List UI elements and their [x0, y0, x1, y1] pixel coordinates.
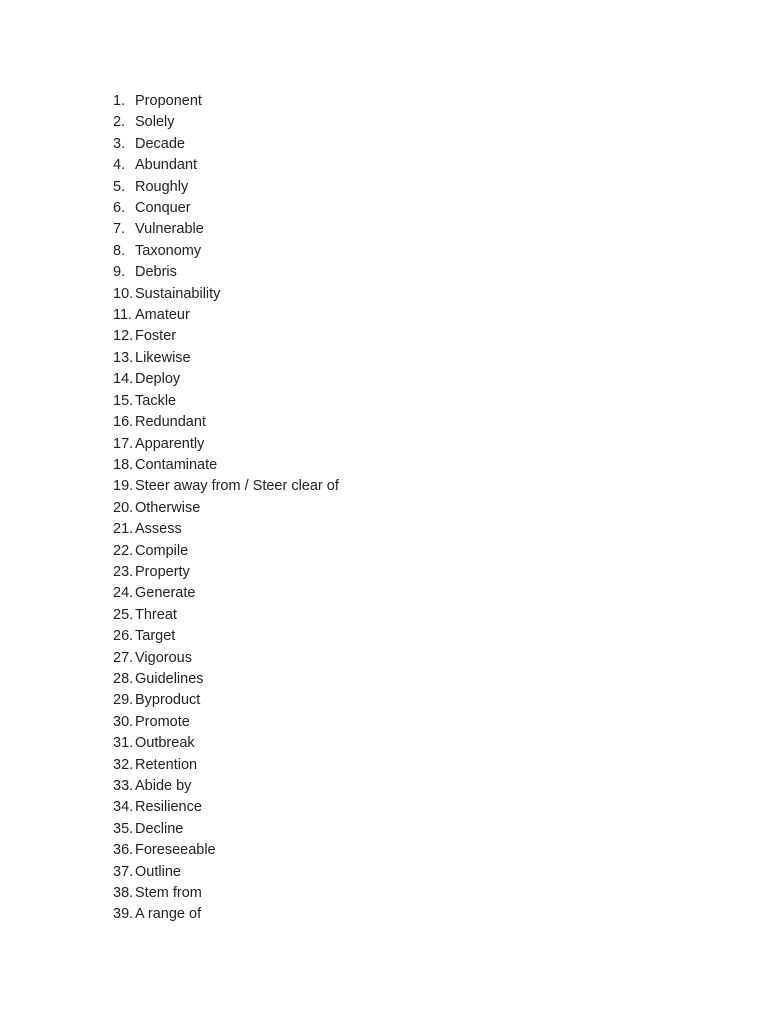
- list-item-text: Abide by: [135, 778, 192, 794]
- list-item-text: Sustainability: [135, 285, 221, 302]
- list-item: [113, 669, 339, 690]
- list-item-number: 20.: [113, 499, 134, 516]
- list-item: [113, 455, 339, 476]
- list-item: [113, 712, 339, 733]
- list-item: [113, 733, 339, 754]
- list-item-number: 22.: [113, 542, 134, 559]
- list-item-number: 18.: [113, 456, 134, 473]
- list-item-number: 7.: [113, 221, 126, 238]
- list-item: [113, 91, 339, 112]
- list-item: [113, 284, 339, 305]
- list-item-number: 12.: [113, 328, 134, 345]
- list-item-text: Contaminate: [135, 456, 218, 473]
- list-item-text: Taxonomy: [135, 242, 202, 259]
- list-item-number: 29.: [113, 692, 134, 709]
- list-item-number: 1.: [113, 93, 126, 109]
- list-item: [113, 241, 339, 262]
- list-item-number: 35.: [113, 820, 134, 837]
- list-item: [113, 819, 339, 840]
- list-item: [113, 434, 339, 455]
- list-item-text: Debris: [135, 264, 177, 281]
- list-item-text: Deploy: [135, 371, 181, 388]
- list-item-text: Decline: [135, 820, 184, 837]
- list-item-text: Steer away from / Steer clear of: [135, 478, 339, 495]
- list-item-text: Proponent: [135, 93, 202, 109]
- list-item-text: Abundant: [135, 157, 198, 174]
- list-item: [113, 904, 339, 925]
- list-item: [113, 755, 339, 776]
- list-item: [113, 198, 339, 219]
- list-item: [113, 498, 339, 519]
- list-item-number: 30.: [113, 713, 134, 730]
- list-item-text: Amateur: [135, 307, 190, 324]
- list-item: [113, 862, 339, 883]
- list-item-number: 36.: [113, 842, 134, 859]
- list-item-number: 9.: [113, 264, 126, 281]
- list-item-text: Likewise: [135, 349, 191, 366]
- list-item-number: 8.: [113, 242, 126, 259]
- list-item: [113, 476, 339, 497]
- list-item: [113, 326, 339, 347]
- list-item-number: 25.: [113, 606, 134, 623]
- vocabulary-list: [113, 91, 339, 926]
- list-item: [113, 562, 339, 583]
- list-item-text: Byproduct: [135, 692, 201, 709]
- list-item-text: Property: [135, 563, 190, 580]
- list-item-number: 19.: [113, 478, 134, 495]
- list-item-number: 33.: [113, 778, 134, 794]
- list-item-text: Apparently: [135, 435, 205, 452]
- list-item-number: 6.: [113, 200, 126, 217]
- list-item-number: 26.: [113, 628, 134, 645]
- list-item-number: 32.: [113, 756, 134, 773]
- list-item-text: Solely: [135, 114, 175, 131]
- list-item: [113, 155, 339, 176]
- list-item-number: 28.: [113, 670, 134, 687]
- list-item-text: Outline: [135, 863, 181, 880]
- list-item: [113, 519, 339, 540]
- list-item-text: Decade: [135, 135, 185, 152]
- list-item-text: Vigorous: [135, 649, 192, 666]
- list-item: [113, 134, 339, 155]
- list-item-number: 24.: [113, 585, 134, 602]
- list-item-text: Promote: [135, 713, 190, 730]
- list-item-text: Target: [135, 628, 176, 645]
- list-item-number: 2.: [113, 114, 126, 131]
- list-item-text: Otherwise: [135, 499, 201, 516]
- list-item-number: 23.: [113, 563, 134, 580]
- list-item-number: 13.: [113, 349, 134, 366]
- list-item-text: Conquer: [135, 200, 191, 217]
- list-item-number: 16.: [113, 414, 134, 431]
- list-item: [113, 219, 339, 240]
- list-item-text: Stem from: [135, 885, 202, 902]
- list-item: [113, 840, 339, 861]
- list-item-text: Foster: [135, 328, 177, 345]
- list-item-number: 14.: [113, 371, 134, 388]
- list-item-text: A range of: [135, 906, 202, 923]
- list-item: [113, 348, 339, 369]
- list-item-number: 39.: [113, 906, 134, 923]
- list-item: [113, 541, 339, 562]
- list-item-number: 4.: [113, 157, 126, 174]
- list-item-text: Guidelines: [135, 670, 204, 687]
- list-item: [113, 305, 339, 326]
- list-item: [113, 391, 339, 412]
- list-item-number: 10.: [113, 285, 134, 302]
- list-item: [113, 262, 339, 283]
- list-item-text: Outbreak: [135, 735, 195, 752]
- list-item: [113, 605, 339, 626]
- list-item-number: 38.: [113, 885, 134, 902]
- list-item-number: 5.: [113, 178, 126, 195]
- list-item-number: 11.: [113, 307, 133, 324]
- list-item-text: Threat: [135, 606, 177, 623]
- list-item-number: 31.: [113, 735, 134, 752]
- list-item-text: Generate: [135, 585, 196, 602]
- list-item-number: 17.: [113, 435, 134, 452]
- list-item-number: 34.: [113, 799, 134, 816]
- list-item: [113, 797, 339, 818]
- list-item-number: 15.: [113, 392, 134, 409]
- list-item-number: 27.: [113, 649, 134, 666]
- list-item-text: Foreseeable: [135, 842, 216, 859]
- list-item: [113, 648, 339, 669]
- list-item: [113, 412, 339, 433]
- list-item: [113, 177, 339, 198]
- list-item-number: 3.: [113, 135, 126, 152]
- list-item-text: Compile: [135, 542, 189, 559]
- list-item: [113, 369, 339, 390]
- list-item-text: Assess: [135, 521, 182, 538]
- list-item-text: Roughly: [135, 178, 189, 195]
- list-item-number: 21.: [113, 521, 134, 538]
- list-item-text: Redundant: [135, 414, 206, 431]
- list-item: [113, 690, 339, 711]
- list-item: [113, 883, 339, 904]
- list-item-number: 37.: [113, 863, 134, 880]
- list-item: [113, 776, 339, 797]
- list-item: [113, 583, 339, 604]
- list-item-text: Tackle: [135, 392, 177, 409]
- list-item: [113, 112, 339, 133]
- list-item-text: Retention: [135, 756, 198, 773]
- list-item: [113, 626, 339, 647]
- list-item-text: Resilience: [135, 799, 202, 816]
- list-item-text: Vulnerable: [135, 221, 204, 238]
